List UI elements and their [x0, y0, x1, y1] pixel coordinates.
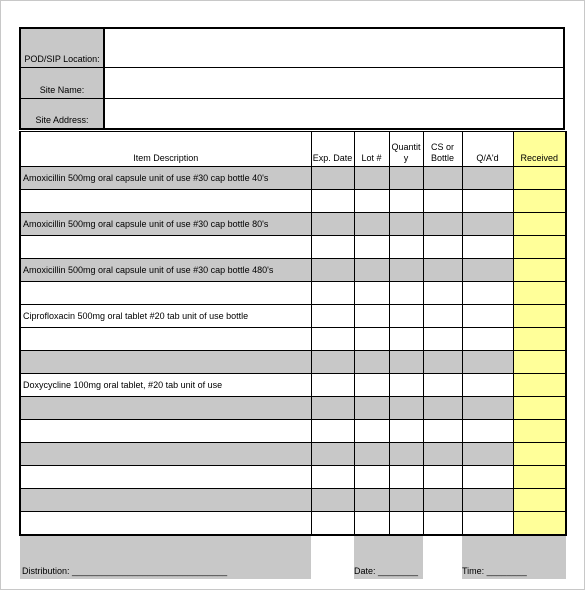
item-description-cell[interactable] — [20, 489, 311, 512]
cs-bottle-cell[interactable] — [423, 305, 462, 328]
qad-cell[interactable] — [462, 328, 513, 351]
table-row — [20, 420, 566, 443]
item-description-cell[interactable] — [20, 466, 311, 489]
received-cell[interactable] — [513, 351, 566, 374]
qad-cell[interactable] — [462, 282, 513, 305]
date-signature-line[interactable]: Date: ________ — [354, 535, 423, 579]
received-cell[interactable] — [513, 328, 566, 351]
lot-cell[interactable] — [354, 282, 389, 305]
footer-spacer — [423, 535, 462, 579]
exp-date-cell[interactable] — [311, 190, 354, 213]
item-description-cell[interactable] — [20, 190, 311, 213]
table-row — [20, 282, 566, 305]
site-name-field[interactable] — [105, 68, 563, 98]
table-row — [20, 374, 566, 397]
cs-bottle-cell[interactable] — [423, 489, 462, 512]
footer-spacer — [311, 535, 354, 579]
site-info-block — [19, 27, 565, 130]
table-row — [20, 167, 566, 190]
exp-date-cell[interactable] — [311, 374, 354, 397]
item-description-cell[interactable] — [20, 420, 311, 443]
quantity-cell[interactable] — [389, 466, 423, 489]
quantity-cell[interactable] — [389, 512, 423, 536]
qad-cell[interactable] — [462, 420, 513, 443]
exp-date-cell[interactable] — [311, 489, 354, 512]
quantity-cell[interactable] — [389, 489, 423, 512]
qad-cell[interactable] — [462, 397, 513, 420]
site-address-field[interactable] — [105, 99, 563, 128]
lot-cell[interactable] — [354, 236, 389, 259]
pod-location-field[interactable] — [105, 29, 563, 67]
site-address-label: Site Address: — [21, 99, 105, 128]
exp-date-cell[interactable] — [311, 236, 354, 259]
cs-bottle-cell[interactable] — [423, 420, 462, 443]
received-cell[interactable] — [513, 397, 566, 420]
received-cell[interactable] — [513, 236, 566, 259]
item-description-cell[interactable] — [20, 328, 311, 351]
quantity-cell[interactable] — [389, 190, 423, 213]
exp-date-cell[interactable] — [311, 351, 354, 374]
exp-date-cell[interactable] — [311, 443, 354, 466]
quantity-cell[interactable] — [389, 397, 423, 420]
exp-date-cell[interactable] — [311, 397, 354, 420]
received-cell[interactable] — [513, 420, 566, 443]
site-name-row — [21, 68, 563, 99]
time-signature-line[interactable]: Time: ________ — [462, 535, 566, 579]
exp-date-cell[interactable] — [311, 282, 354, 305]
lot-cell[interactable] — [354, 213, 389, 236]
exp-date-cell[interactable] — [311, 466, 354, 489]
pod-location-label: POD/SIP Location: — [21, 29, 105, 67]
lot-cell[interactable] — [354, 374, 389, 397]
item-description-cell: Amoxicillin 500mg oral capsule unit of use #30 cap bottle 480's — [20, 259, 311, 282]
table-row — [20, 328, 566, 351]
quantity-cell[interactable] — [389, 374, 423, 397]
exp-date-header: Exp. Date — [311, 132, 354, 167]
item-description-cell[interactable] — [20, 512, 311, 536]
table-row — [20, 489, 566, 512]
lot-cell[interactable] — [354, 351, 389, 374]
exp-date-cell[interactable] — [311, 328, 354, 351]
table-row — [20, 236, 566, 259]
quantity-cell[interactable] — [389, 328, 423, 351]
received-cell[interactable] — [513, 305, 566, 328]
qad-cell[interactable] — [462, 190, 513, 213]
cs-bottle-cell[interactable] — [423, 512, 462, 536]
exp-date-cell[interactable] — [311, 259, 354, 282]
quantity-cell[interactable] — [389, 305, 423, 328]
item-description-cell[interactable] — [20, 351, 311, 374]
quantity-cell[interactable] — [389, 167, 423, 190]
received-cell[interactable] — [513, 512, 566, 536]
site-name-label: Site Name: — [21, 68, 105, 98]
quantity-cell[interactable] — [389, 443, 423, 466]
received-cell[interactable] — [513, 466, 566, 489]
lot-cell[interactable] — [354, 328, 389, 351]
cs-bottle-cell[interactable] — [423, 397, 462, 420]
cs-bottle-cell[interactable] — [423, 213, 462, 236]
qad-cell[interactable] — [462, 512, 513, 536]
pod-location-row — [21, 29, 563, 68]
quantity-cell[interactable] — [389, 351, 423, 374]
lot-cell[interactable] — [354, 190, 389, 213]
lot-cell[interactable] — [354, 489, 389, 512]
qad-cell[interactable] — [462, 167, 513, 190]
item-description-cell: Doxycycline 100mg oral tablet, #20 tab unit of use — [20, 374, 311, 397]
received-cell[interactable] — [513, 374, 566, 397]
quantity-cell[interactable] — [389, 420, 423, 443]
cs-bottle-cell[interactable] — [423, 282, 462, 305]
quantity-cell[interactable] — [389, 213, 423, 236]
quantity-cell[interactable] — [389, 236, 423, 259]
cs-bottle-header: CS or Bottle — [423, 132, 462, 167]
distribution-signature-line[interactable]: Distribution: _______________________________ — [20, 535, 311, 579]
exp-date-cell[interactable] — [311, 420, 354, 443]
table-row — [20, 259, 566, 282]
lot-cell[interactable] — [354, 259, 389, 282]
qad-cell[interactable] — [462, 236, 513, 259]
lot-cell[interactable] — [354, 466, 389, 489]
item-description-cell: Amoxicillin 500mg oral capsule unit of use #30 cap bottle 40's — [20, 167, 311, 190]
table-row — [20, 443, 566, 466]
cs-bottle-cell[interactable] — [423, 236, 462, 259]
received-cell[interactable] — [513, 489, 566, 512]
item-description-cell[interactable] — [20, 236, 311, 259]
exp-date-cell[interactable] — [311, 167, 354, 190]
item-description-cell: Amoxicillin 500mg oral capsule unit of use #30 cap bottle 80's — [20, 213, 311, 236]
lot-cell[interactable] — [354, 167, 389, 190]
table-row — [20, 397, 566, 420]
cs-bottle-cell[interactable] — [423, 443, 462, 466]
received-cell[interactable] — [513, 282, 566, 305]
received-cell[interactable] — [513, 190, 566, 213]
cs-bottle-cell[interactable] — [423, 259, 462, 282]
item-description-cell[interactable] — [20, 443, 311, 466]
qad-cell[interactable] — [462, 489, 513, 512]
cs-bottle-cell[interactable] — [423, 190, 462, 213]
quantity-cell[interactable] — [389, 282, 423, 305]
cs-bottle-cell[interactable] — [423, 328, 462, 351]
signature-footer-row — [20, 535, 566, 579]
lot-cell[interactable] — [354, 443, 389, 466]
lot-cell[interactable] — [354, 305, 389, 328]
table-row — [20, 213, 566, 236]
inventory-table — [19, 131, 567, 579]
lot-cell[interactable] — [354, 512, 389, 536]
qad-cell[interactable] — [462, 466, 513, 489]
table-row — [20, 351, 566, 374]
qad-cell[interactable] — [462, 305, 513, 328]
qad-header: Q/A'd — [462, 132, 513, 167]
received-cell[interactable] — [513, 167, 566, 190]
cs-bottle-cell[interactable] — [423, 167, 462, 190]
received-cell[interactable] — [513, 259, 566, 282]
lot-header: Lot # — [354, 132, 389, 167]
qad-cell[interactable] — [462, 259, 513, 282]
item-description-header: Item Description — [20, 132, 311, 167]
lot-cell[interactable] — [354, 397, 389, 420]
qad-cell[interactable] — [462, 374, 513, 397]
qad-cell[interactable] — [462, 443, 513, 466]
item-description-cell: Ciprofloxacin 500mg oral tablet #20 tab unit of use bottle — [20, 305, 311, 328]
site-address-row — [21, 99, 563, 128]
lot-cell[interactable] — [354, 420, 389, 443]
quantity-cell[interactable] — [389, 259, 423, 282]
table-header-row — [20, 132, 566, 167]
table-row — [20, 305, 566, 328]
exp-date-cell[interactable] — [311, 305, 354, 328]
cs-bottle-cell[interactable] — [423, 351, 462, 374]
received-cell[interactable] — [513, 443, 566, 466]
table-row — [20, 466, 566, 489]
table-row — [20, 190, 566, 213]
qad-cell[interactable] — [462, 351, 513, 374]
received-header: Received — [513, 132, 566, 167]
item-description-cell[interactable] — [20, 397, 311, 420]
table-row — [20, 512, 566, 536]
exp-date-cell[interactable] — [311, 213, 354, 236]
quantity-header: Quantit y — [389, 132, 423, 167]
cs-bottle-cell[interactable] — [423, 466, 462, 489]
cs-bottle-cell[interactable] — [423, 374, 462, 397]
exp-date-cell[interactable] — [311, 512, 354, 536]
qad-cell[interactable] — [462, 213, 513, 236]
item-description-cell[interactable] — [20, 282, 311, 305]
received-cell[interactable] — [513, 213, 566, 236]
